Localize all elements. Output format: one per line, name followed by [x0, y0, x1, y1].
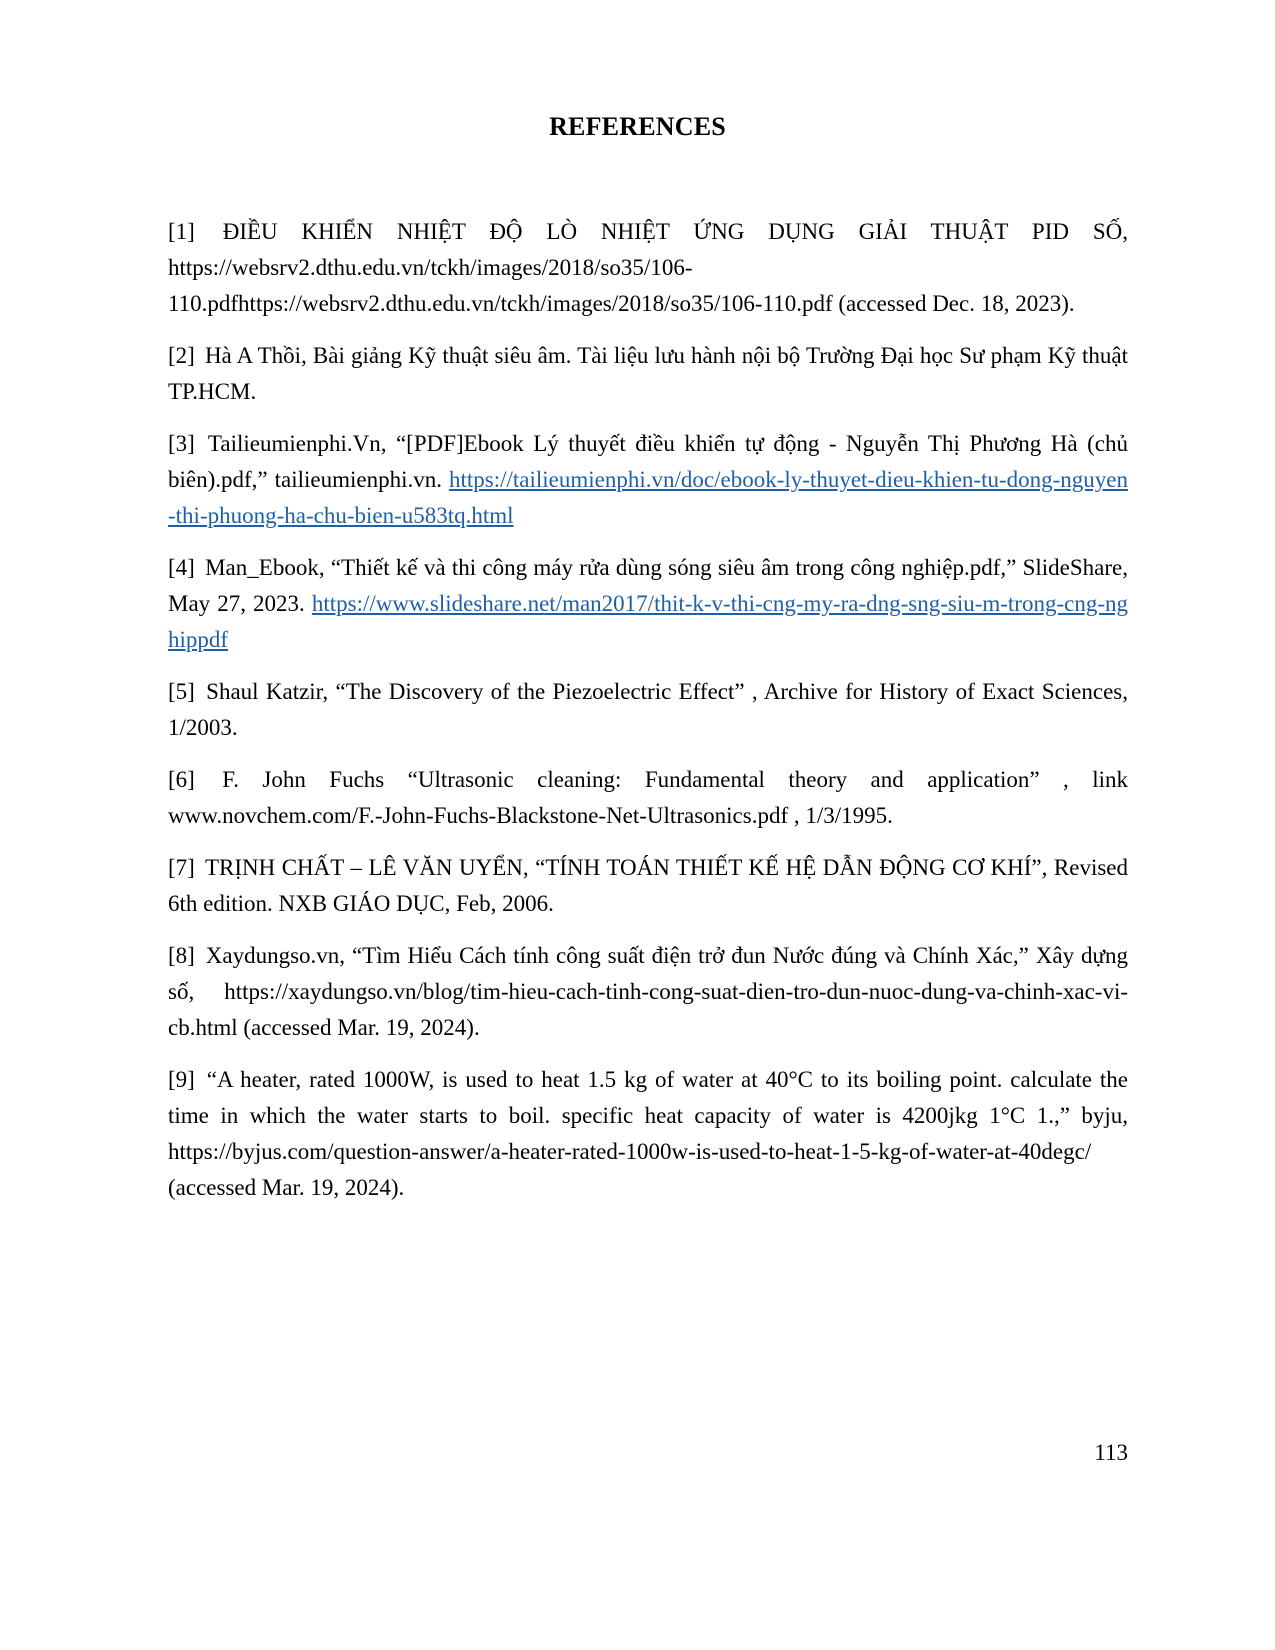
reference-link[interactable]: https://tailieumienphi.vn/doc/ebook-ly-thuyet-dieu-khien-tu-dong-nguyen-thi-phuong-ha-chu-bien-u583tq.html — [168, 467, 1129, 528]
reference-item — [168, 550, 1128, 658]
reference-text: Shaul Katzir, “The Discovery of the Piezoelectric Effect” , Archive for History of Exact Sciences, 1/2003. — [168, 679, 1128, 740]
reference-text: Tailieumienphi.Vn, “[PDF]Ebook Lý thuyết điều khiển tự động - Nguyễn Thị Phương Hà (chủ biên).pdf,” tailieumienphi.vn. — [168, 431, 1128, 492]
reference-text: ĐIỀU KHIỂN NHIỆT ĐỘ LÒ NHIỆT ỨNG DỤNG GIẢI THUẬT PID SỐ, https://websrv2.dthu.edu.vn/tckh/images/2018/so35/106-110.pdfhttps://websrv2.dthu.edu.vn/tckh/images/2018/so35/106-110.pdf (accessed Dec. 18, 2023). — [168, 219, 1129, 316]
reference-number: [9] — [168, 1067, 195, 1092]
reference-text: Hà A Thồi, Bài giảng Kỹ thuật siêu âm. Tài liệu lưu hành nội bộ Trường Đại học Sư phạm Kỹ thuật TP.HCM. — [168, 343, 1129, 404]
reference-number: [8] — [168, 943, 195, 968]
reference-number: [6] — [168, 767, 195, 792]
reference-text: TRỊNH CHẤT – LÊ VĂN UYỂN, “TÍNH TOÁN THIẾT KẾ HỆ DẪN ĐỘNG CƠ KHÍ”, Revised 6th edition. NXB GIÁO DỤC, Feb, 2006. — [168, 855, 1128, 916]
reference-item — [168, 1062, 1128, 1206]
page-title: REFERENCES — [549, 112, 726, 141]
page-number: 113 — [1094, 1440, 1128, 1465]
reference-number: [7] — [168, 855, 195, 880]
reference-item — [168, 938, 1128, 1046]
reference-list — [168, 214, 1128, 1222]
reference-item — [168, 850, 1128, 922]
reference-text: F. John Fuchs “Ultrasonic cleaning: Fundamental theory and application” , link www.novchem.com/F.-John-Fuchs-Blackstone-Net-Ultrasonics.pdf , 1/3/1995. — [168, 767, 1128, 828]
reference-number: [5] — [168, 679, 195, 704]
reference-item — [168, 214, 1128, 322]
reference-number: [4] — [168, 555, 195, 580]
reference-item — [168, 674, 1128, 746]
reference-link[interactable]: https://www.slideshare.net/man2017/thit-k-v-thi-cng-my-ra-dng-sng-siu-m-trong-cng-nghippdf — [168, 591, 1128, 652]
reference-item — [168, 426, 1128, 534]
reference-text: Man_Ebook, “Thiết kế và thi công máy rửa dùng sóng siêu âm trong công nghiệp.pdf,” SlideShare, May 27, 2023. — [168, 555, 1129, 616]
reference-item — [168, 762, 1128, 834]
reference-item — [168, 338, 1128, 410]
reference-number: [2] — [168, 343, 195, 368]
reference-text: Xaydungso.vn, “Tìm Hiểu Cách tính công suất điện trở đun Nước đúng và Chính Xác,” Xây dựng số, https://xaydungso.vn/blog/tim-hieu-cach-tinh-cong-suat-dien-tro-dun-nuoc-dung-va-chinh-xac-vi-cb.html (accessed Mar. 19, 2024). — [168, 943, 1128, 1040]
reference-text: “A heater, rated 1000W, is used to heat 1.5 kg of water at 40°C to its boiling point. calculate the time in which the water starts to boil. specific heat capacity of water is 4200jkg 1°C 1.,” byju, https://byjus.com/question-answer/a-heater-rated-1000w-is-used-to-heat-1-5-kg-of-water-at-40degc/ (accessed Mar. 19, 2024). — [168, 1067, 1129, 1200]
reference-number: [3] — [168, 431, 195, 456]
reference-number: [1] — [168, 219, 195, 244]
